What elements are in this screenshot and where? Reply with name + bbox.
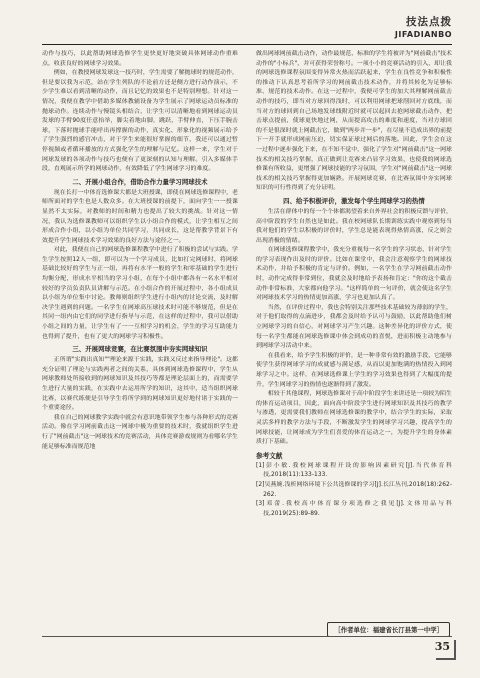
references-list: [256, 462, 452, 520]
section-title-en: JIFADIANBO: [394, 30, 452, 39]
right-paragraph-4: 当然，在评价过程中，我也会特别关注那些技术基础较为薄弱的学生，对于他们取得的点滴进步，我都会及时给予认可与鼓励，以此帮助他们树立网球学习的自信心，对网球学习产生兴趣。这种差异化的评价方式，使每一名学生都能在网球选修课中体会到成功的喜悦，进而积极主动地参与到网球学习活动中来。: [256, 304, 452, 350]
left-paragraph-4: 对此，我便在自己的网球选修课程教学中进行了积极的尝试与实践。学生学生按照12人一组，即可以为一个学习成员，比如打完网球时，将网球基础比较好的学生与正一组，再将有水平一般的学生和零基础的学生进行均衡分配，形成水平相当的学习小组，在每个小组中都各有一名水平相对较好的学员负责队员讲解与示范。在小组合作的开展过程中，各小组成员以小组为单位集中讨论。教师则组织学生进行小组内的讨论交流，及时解决学生遇到的问题。一名学生在网球高压球技术时可能不够规范，但是在其同一组内由它们的同学进行指导与示范，在这样的过程中，我可以借助小组之间的力量，让学生有了一一互相学习的机会，学生的学习互助能力也得到了提升，也有了更大的网球学习积极性。: [42, 247, 238, 340]
right-paragraph-1: 做出网球网前截击动作，动作最规范、标准的学生将被评为"网前截击"技术动作的"小标兵"，并可获得荣誉称号。一项小小的竞赛活动的引入，却让我的网球选修课程氛围变得异常火热而活跃起来，学生在良性竞争和积极性的推动下认真思考着所学习的网前截击技术动作，并将其转化为足够标准、规范的技术动作。在这一过程中，我便可学生的加大其理解网前截击动作的技巧，即当对方球回得浅时，可以利用网球把球削回对方底线，而当对方的球回到自己场地发球线附近时就可以起回去抢网球截击动作，把击球点提前，使球更快地过网，从而提高攻击的难度和速度，当对方球回的不是很深时就上网截击它，做到"两步并一步"，在尽量不造成出界的前提下一开手就形成网前压迫，切实保证球过网后的落地。因此，学生会在这一过程中逐步强化下来，在不知不觉中，强化了学生对"网前截击"这一网球技术的相关技巧掌握，真正做到让竞赛来凸显学习效果，也使我的网球选修课有所收益，更增强了网球技能的学习氛围，学生对"网前截击"这一网球技术的相关技巧掌握得更加娴熟。开展网球竞赛，在比赛氛围中夯实网球知识的可行性得到了充分证明。: [256, 51, 452, 192]
footer-divider: [42, 636, 452, 637]
reference-item: [2]吴燕婉.浅析网络环境下公共选修课的学习[J].长江丛刊,2018(18):262-262.: [256, 481, 452, 498]
heading-section-2: 二、开展小组合作，借助合作力量学习网球技术: [72, 177, 208, 186]
left-paragraph-1: 动作与技巧，以此帮助网球选修学生更快更好地突破具体网球动作重难点，收获良好的网球学习效果。: [42, 51, 238, 67]
left-column: [42, 50, 238, 452]
section-title-cn: 技法点拨: [406, 16, 452, 28]
heading-section-3: 三、开展网球竞赛，在比赛氛围中夯实网球知识: [72, 345, 208, 354]
left-paragraph-2: 例如，在教授网球发球这一技巧时，学生需要了解抛球时的规范动作，但是要以我为示范，站在学生列队的不论前方还是侧方进行动作演示，不少学生难以看到清晰的动作，而且记忆的效果也不是特别理想。针对这一情况，我便在教学中借助多媒体教辅设备为学生展示了网球运动员标准的抛球动作。连续动作与慢镜头相结合，让学生可以清晰地看到网球运动员发球的手臂90度任意抬举，脚尖着地由脚，跳跃，手臂伸直，下压手腕击球，下落时抛球手能呼出再撑握的动作，真实化、形象化的视频展示给予了学生强烈的感官冲击，对于学生来能很好掌握的细节，我还可以通过暂停视频或者循环播放的方式强化学生的理解与记忆。这样一来，学生对于网球发球的各项动作与技巧也便有了更深刻的认知与理解。引入多媒体手段，直观展示所学的网球动作，有效降低了学生网球学习的难度。: [42, 70, 238, 173]
right-column: [256, 50, 452, 519]
right-paragraph-2: 生活在群体中的每一个个体都渴望着来自外界社会的积极反馈与评价，高中阶段的学生自然也是如此。我在校网球队长期训练实践中观察到每当我对他们的学生以积极的评价时，学生总是能表现得热情高涨，反之则会出现消极的情绪。: [256, 208, 452, 244]
reference-item: [1]彭小敏.我校网球课程开设的影响因素研究[J].当代体育科技,2018(11):133-133.: [256, 462, 452, 479]
heading-section-4: 四、给予积极评价，激发每个学生网球学习的热情: [283, 196, 425, 205]
references-title: 参考文献: [256, 451, 283, 460]
right-paragraph-3: 在网球选修课程教学中，我充分重视每一名学生的学习状态，针对学生的学习表现作出及时的评价。比如在课堂中，我会注意观察学生的网球技术动作，并给予积极的肯定与评价。例如，一名学生在学习网前截击动作时，动作完成得非常到位，我就会及时地给予表扬和肯定："你的这个截击动作非常标准，大家都向他学习。"这样简单的一句评价，就会使这名学生对网球技术学习的热情更加高涨，学习也更加认真了。: [256, 247, 452, 302]
reference-item: [3]邓蕾.我校高中体育课分项选修之我见[J].文体用品与科技,2019(25):89-89.: [256, 501, 452, 517]
right-paragraph-conclusion: 相较于其他课程，网球选修课对于高中阶段学生来讲还是一项较为陌生的体育运动项目，因此，面向高中阶段学生进行网球知识及其技巧的教学与渗透，更需要我们教师在网球选修课的教学中，结合学生的实际，采取灵活多样的教学方法与手段，不断激发学生的网球学习兴趣，提高学生的网球技能，让网球成为学生们喜爱的体育运动之一，为提升学生的身体素质打下基础。: [256, 391, 452, 446]
page-header: [395, 14, 452, 39]
header-divider: [42, 44, 452, 45]
page-number: 35: [434, 640, 450, 653]
right-paragraph-5: 在我看来，给予学生积极的评价，是一种非常有效的激励手段，它能够使学生获得网球学习的成就感与满足感，从而以更加饱满的热情投入到网球学习之中。这样，在网球选修课上学生的学习效果也得到了大幅度的提升，学生网球学习的热情也逐渐得到了激发。: [256, 352, 452, 388]
left-paragraph-3: 现在长打一中体育选修课大都是大班授课，即使在网球选修课程中，老师所面对的学生也是人数众多。在大班授课的前提下，面向学生一一授课显然不太实际，对教师的时间和精力也提出了较大的挑战。针对这一情况，我认为选修课教师可以组织学生以小组合作的模式，让学生相互之间形成合作小组，以小组为单位共同学习，共同成长，这是帮教学背景下有效提升学生网球技术学习效果的良好方法与途径之一。: [42, 189, 238, 244]
author-affiliation: ［作者单位：福建省长汀县第一中学］: [327, 622, 450, 637]
left-paragraph-6: 我在自己的网球教学实践中就会有意识地带领学生参与各种形式的竞赛活动。像在学习网前截击这一网球中极为重要的技术时，我就组织学生进行了"网前截击"这一网球技术的竞赛活动，具体竞赛游戏规则为看哪名学生能足够标准而规范地: [42, 414, 238, 450]
left-paragraph-5: 正所谓"实践出真知""理论来源于实践，实践又反过来指导理论"。这都充分证明了理论与实践两者之间的关系，具体到网球选修课程中，学生从网球教师处所接收到的网球知识及其技巧等都是理论层面上的，而需要学生进行大量的实践，在实践中去运用所学的知识，这其中，适当组织网球比赛，以赛代练便是引导学生将所学到的网球知识更好地付诸于实践的一个重要途径。: [42, 357, 238, 412]
corner-mark: [436, 640, 456, 660]
